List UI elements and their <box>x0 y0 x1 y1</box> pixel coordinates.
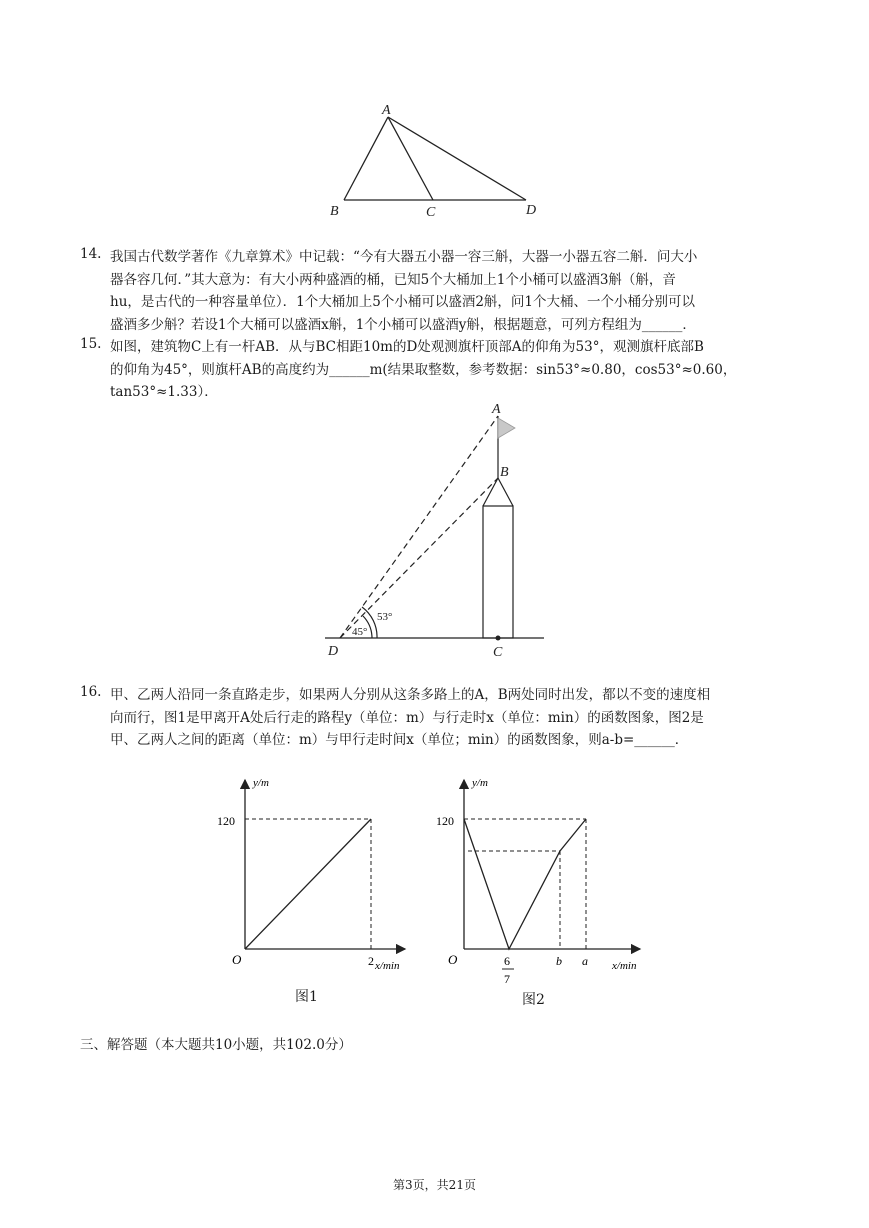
q15-line-2: 的仰角为45°，则旗杆AB的高度约为______m(结果取整数，参考数据：sin53°≈0.80，cos53°≈0.60， <box>110 361 737 378</box>
segment-ad <box>388 117 526 200</box>
point-label-b: B <box>330 204 339 219</box>
segment-ab <box>344 117 388 200</box>
point-label-a: A <box>382 103 391 118</box>
chart1-x-tick-2: 2 <box>368 954 374 968</box>
chart-figure-2 <box>430 772 650 987</box>
chart1-x-label: x/min <box>375 960 400 972</box>
chart2-x-label: x/min <box>612 960 637 972</box>
chart2-y-label: y/m <box>472 777 488 789</box>
q14-line-4: 盛酒多少斛？若设1个大桶可以盛酒x斛，1个小桶可以盛酒y斛，根据题意，可列方程组为______． <box>110 316 696 333</box>
flag <box>498 418 515 438</box>
q16-line-1: 甲、乙两人沿同一条直路走步，如果两人分别从这条多路上的A，B两处同时出发，都以不变的速度相 <box>110 687 711 703</box>
q15-line-1: 如图，建筑物C上有一杆AB．从与BC相距10m的D处观测旗杆顶部A的仰角为53°，观测旗杆底部B <box>110 339 704 355</box>
segment-ac <box>388 117 433 200</box>
chart-figure-1 <box>217 772 410 977</box>
chart2-origin: O <box>448 952 458 967</box>
page-footer: 第3页，共21页 <box>393 1178 476 1192</box>
point-label-b-flag: B <box>500 465 509 480</box>
question-number-14: 14. <box>80 246 102 262</box>
point-label-d: D <box>526 203 537 218</box>
chart2-series-line <box>464 819 586 949</box>
chart1-y-tick-120: 120 <box>217 814 235 828</box>
chart2-x-tick-a: a <box>582 954 588 968</box>
question-number-15: 15. <box>80 336 102 352</box>
point-c-dot <box>496 636 501 641</box>
point-label-c-flag: C <box>493 645 503 660</box>
point-label-c: C <box>426 205 436 220</box>
q14-line-2: 器各容几何．”其大意为：有大小两种盛酒的桶，已知5个大桶加上1个小桶可以盛酒3斛（斛，音 <box>110 271 676 288</box>
angle-label-53: 53° <box>377 611 393 623</box>
q16-line-3: 甲、乙两人之间的距离（单位：m）与甲行走时间x（单位；min）的函数图象，则a-b=______． <box>110 732 689 748</box>
chart2-y-tick-120: 120 <box>436 814 454 828</box>
sightline-da <box>340 416 498 638</box>
building-roof <box>483 478 513 506</box>
chart1-caption: 图1 <box>295 989 318 1005</box>
flagpole-figure <box>320 398 550 663</box>
chart1-series-line <box>245 819 371 949</box>
q16-line-2: 向而行，图1是甲离开A处后行走的路程y（单位：m）与行走时x（单位：min）的函数图象，图2是 <box>110 709 704 726</box>
question-16-text <box>110 684 796 752</box>
q15-line-3: tan53°≈1.33）． <box>110 384 218 400</box>
question-15-text <box>110 336 796 404</box>
chart2-x-tick-frac-num: 6 <box>504 954 510 968</box>
chart2-x-tick-frac-den: 7 <box>504 972 510 986</box>
chart2-caption: 图2 <box>522 992 545 1008</box>
sightline-db <box>340 478 498 638</box>
point-label-d-flag: D <box>328 644 339 659</box>
building <box>483 506 513 638</box>
q14-line-1: 我国古代数学著作《九章算术》中记载：“今有大器五小器一容三斛，大器一小器五容二斛．问大小 <box>110 249 698 265</box>
chart1-origin: O <box>232 952 242 967</box>
question-number-16: 16. <box>80 684 102 700</box>
triangle-figure <box>320 100 560 225</box>
q14-line-3: hu，是古代的一种容量单位）．1个大桶加上5个小桶可以盛酒2斛，问1个大桶、一个小桶分别可以 <box>110 294 695 310</box>
point-label-a-flag: A <box>492 402 501 417</box>
angle-label-45: 45° <box>352 626 368 638</box>
chart2-x-tick-b: b <box>556 954 562 968</box>
question-14-text <box>110 246 796 336</box>
section-3-heading: 三、解答题（本大题共10小题，共102.0分） <box>80 1037 352 1053</box>
chart1-y-label: y/m <box>253 777 269 789</box>
